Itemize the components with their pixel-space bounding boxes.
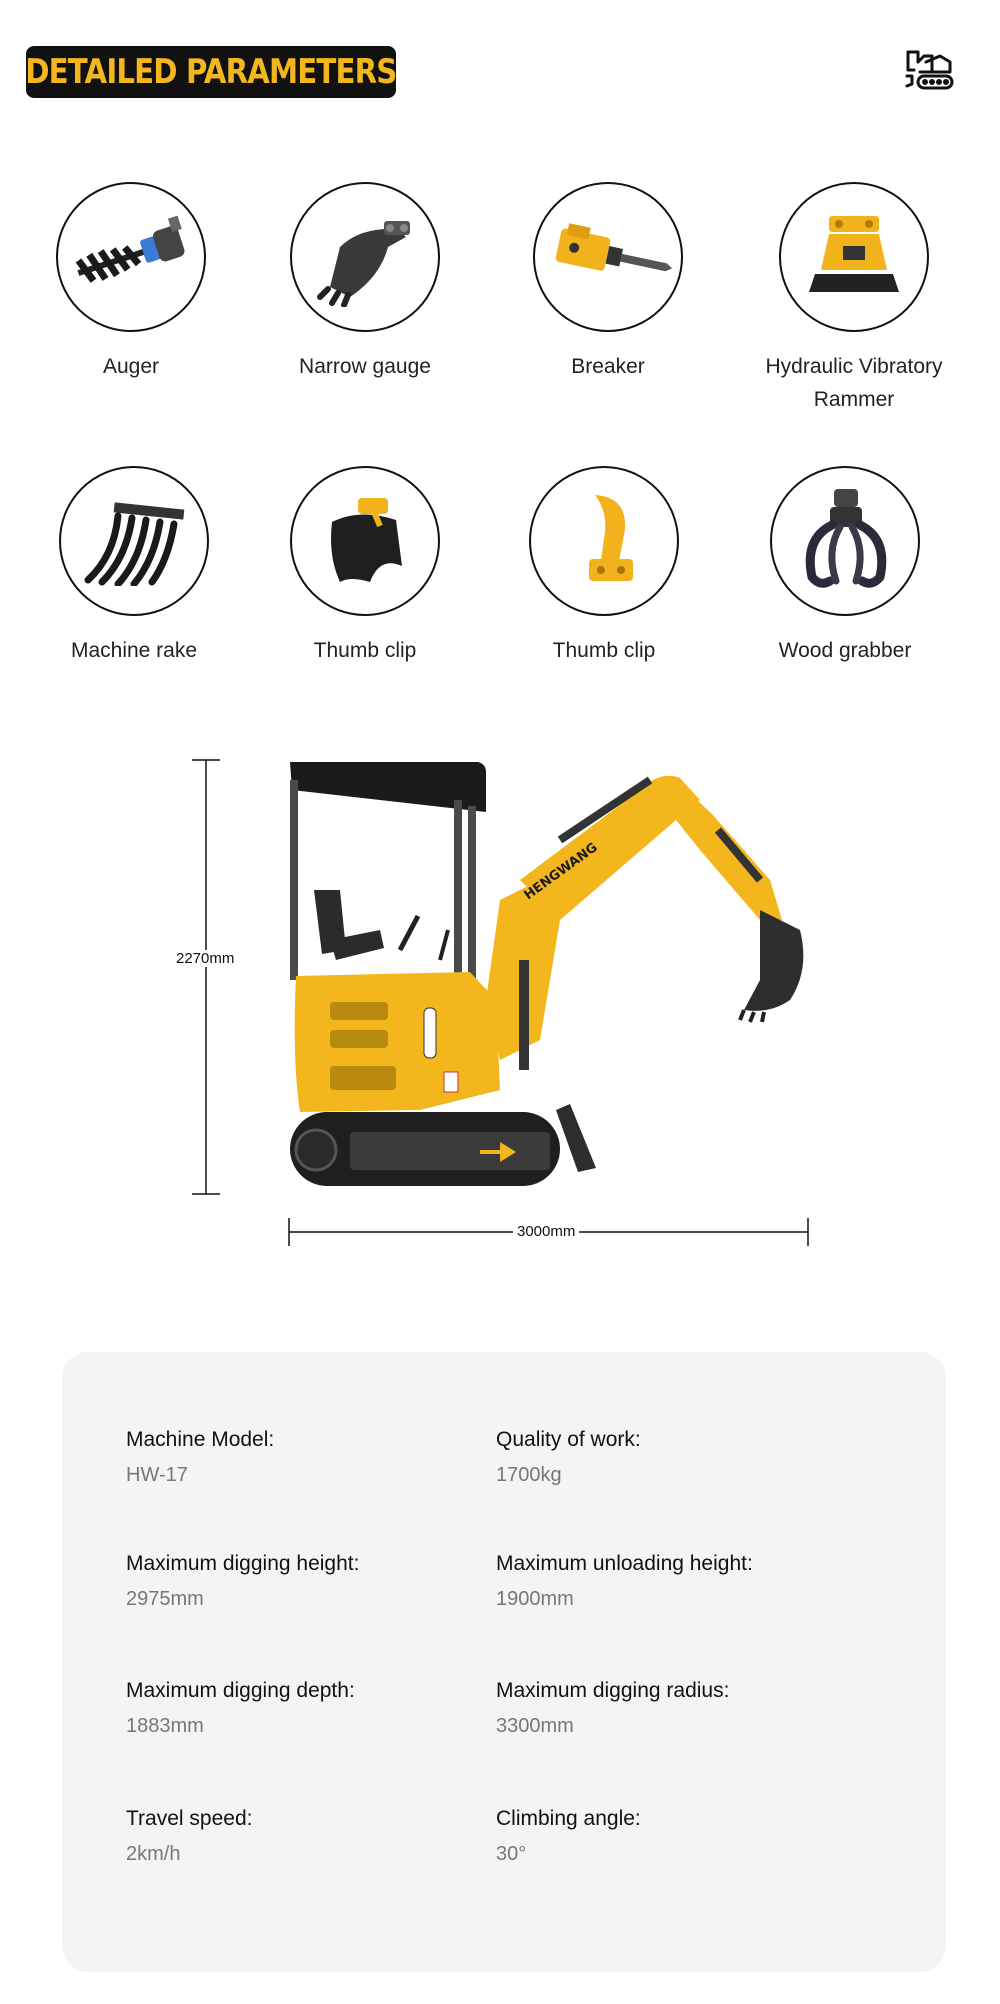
attachment-label: Thumb clip [313, 639, 417, 662]
spec-max-digging-depth [126, 1679, 486, 1738]
spec-label: Quality of work: [496, 1428, 641, 1451]
auger-icon [56, 182, 206, 332]
spec-value: 1700kg [496, 1464, 562, 1486]
spec-label: Maximum digging radius: [496, 1679, 730, 1702]
spec-value: HW-17 [126, 1464, 188, 1486]
spec-max-digging-height [126, 1552, 486, 1611]
vibratory-rammer-icon [779, 182, 929, 332]
excavator-illustration [0, 740, 1000, 1260]
section-title-badge [26, 46, 396, 98]
spec-label: Climbing angle: [496, 1807, 641, 1830]
spec-label: Maximum digging depth: [126, 1679, 355, 1702]
spec-value: 1900mm [496, 1588, 574, 1610]
spec-climbing-angle [496, 1807, 856, 1866]
specifications-panel [62, 1352, 946, 1972]
attachment-auger [21, 182, 241, 383]
breaker-icon [533, 182, 683, 332]
attachment-breaker [498, 182, 718, 383]
attachment-label: Thumb clip [552, 639, 656, 662]
attachment-label: Hydraulic Vibratory Rammer [765, 355, 943, 411]
spec-label: Maximum unloading height: [496, 1552, 753, 1575]
attachment-vibratory-rammer [744, 182, 964, 416]
rake-icon [59, 466, 209, 616]
thumb-clip-icon [290, 466, 440, 616]
attachment-thumb-clip-2 [494, 466, 714, 667]
attachment-wood-grabber [735, 466, 955, 667]
attachment-label: Breaker [571, 355, 645, 378]
spec-travel-speed [126, 1807, 486, 1866]
spec-value: 2km/h [126, 1843, 181, 1865]
spec-label: Travel speed: [126, 1807, 253, 1830]
excavator-icon [904, 48, 954, 92]
height-dimension-label: 2270mm [172, 950, 238, 967]
spec-label: Machine Model: [126, 1428, 275, 1451]
wood-grabber-icon [770, 466, 920, 616]
attachment-label: Machine rake [70, 639, 198, 662]
spec-quality-of-work [496, 1428, 856, 1487]
spec-value: 2975mm [126, 1588, 204, 1610]
attachment-label: Wood grabber [778, 639, 912, 662]
spec-label: Maximum digging height: [126, 1552, 360, 1575]
spec-max-unloading-height [496, 1552, 856, 1611]
excavator-icon [290, 762, 803, 1186]
attachment-machine-rake [24, 466, 244, 667]
spec-value: 3300mm [496, 1715, 574, 1737]
ripper-icon [529, 466, 679, 616]
section-title: DETAILED PARAMETERS [25, 52, 397, 92]
spec-machine-model [126, 1428, 486, 1487]
spec-max-digging-radius [496, 1679, 856, 1738]
attachment-thumb-clip [255, 466, 475, 667]
spec-value: 1883mm [126, 1715, 204, 1737]
length-dimension-label: 3000mm [513, 1223, 579, 1240]
attachment-label: Narrow gauge [299, 355, 431, 378]
brand-decal: HENGWANG [521, 840, 601, 904]
spec-value: 30° [496, 1843, 527, 1865]
attachment-narrow-gauge [255, 182, 475, 383]
attachment-label: Auger [102, 355, 160, 378]
narrow-bucket-icon [290, 182, 440, 332]
